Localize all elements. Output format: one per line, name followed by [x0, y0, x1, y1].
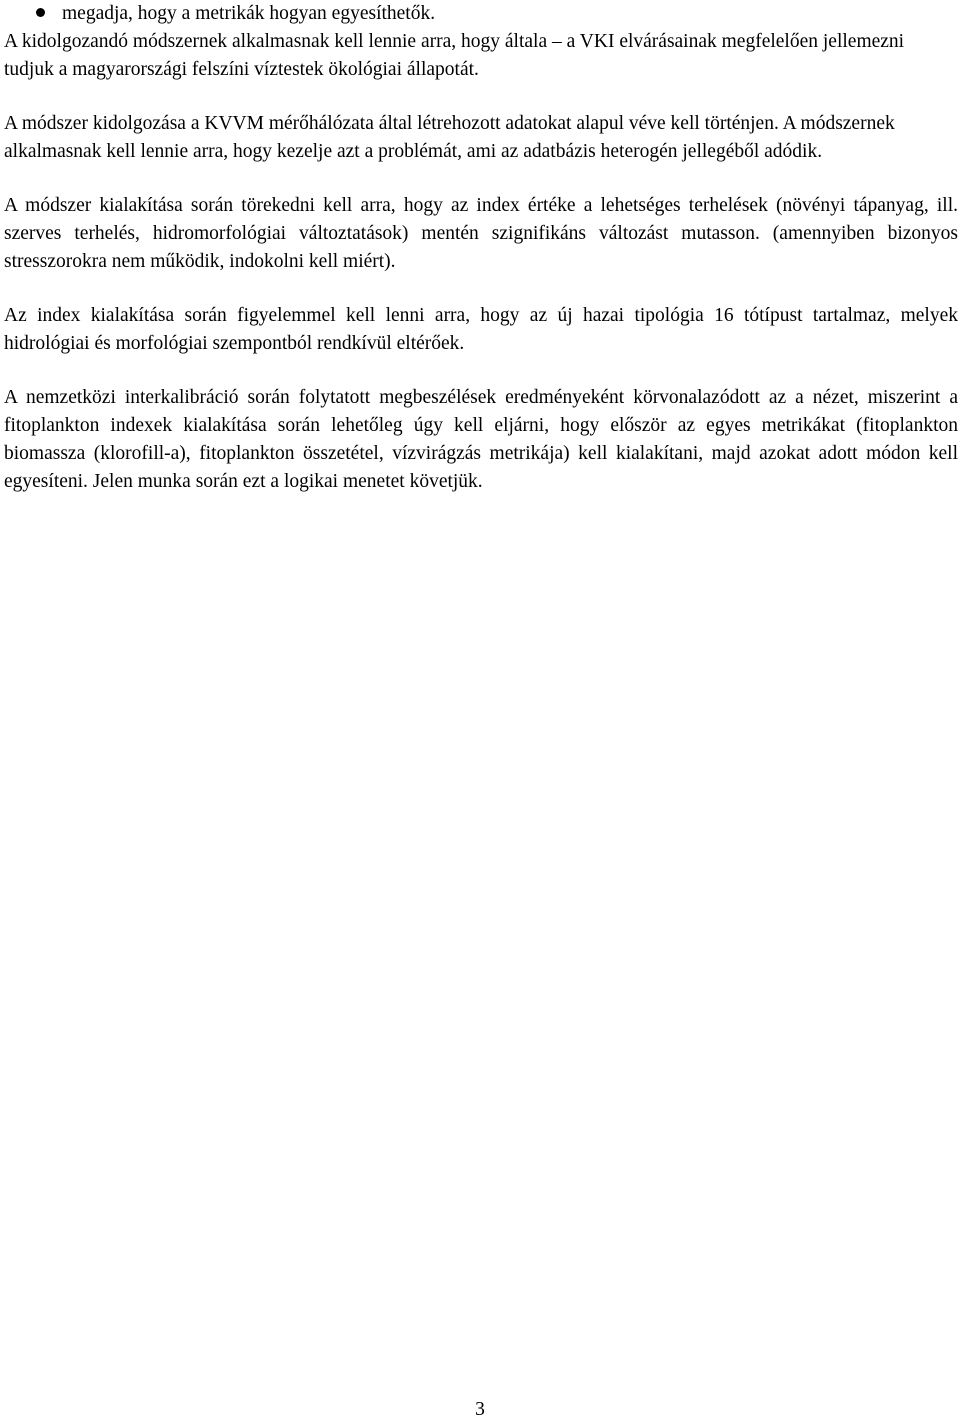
paragraph-spacer: [4, 358, 958, 384]
paragraph-spacer: [4, 84, 958, 110]
bullet-list-item: [4, 0, 958, 28]
paragraph-index-value: A módszer kialakítása során törekedni kell arra, hogy az index értéke a lehetséges terhelések (növényi tápanyag, ill. szerves terhelés, hidromorfológiai változtatások) mentén szignifikáns változást mutasson. (amennyiben bizonyos stresszorokra nem működik, indokolni kell miért).: [4, 195, 958, 272]
bullet-text: megadja, hogy a metrikák hogyan egyesíthetők.: [62, 3, 436, 24]
paragraph-vki: A kidolgozandó módszernek alkalmasnak kell lennie arra, hogy általa – a VKI elvárásainak megfelelően jellemezni tudjuk a magyarországi felszíni víztestek ökológiai állapotát.: [4, 31, 905, 80]
paragraph-typology: Az index kialakítása során figyelemmel kell lenni arra, hogy az új hazai tipológia 16 tótípust tartalmaz, melyek hidrológiai és morfológiai szempontból rendkívül eltérőek.: [4, 305, 958, 354]
paragraph-spacer: [4, 276, 958, 302]
bullet-icon: [36, 8, 45, 17]
page-number: 3: [475, 1399, 485, 1420]
paragraph-kvvm: A módszer kidolgozása a KVVM mérőhálózata által létrehozott adatokat alapul véve kell történjen. A módszernek alkalmasnak kell lennie arra, hogy kezelje azt a problémát, ami az adatbázis heterogén jellegéből adódik.: [4, 113, 895, 162]
paragraph-intercalibration: A nemzetközi interkalibráció során folytatott megbeszélések eredményeként körvonalazódott az a nézet, miszerint a fitoplankton indexek kialakítása során lehetőleg úgy kell eljárni, hogy először az egyes metrikákat (fitoplankton biomassza (klorofill-a), fitoplankton összetétel, vízvirágzás metrikája) kell kialakítani, majd azokat adott módon kell egyesíteni. Jelen munka során ezt a logikai menetet követjük.: [4, 387, 958, 492]
paragraph-spacer: [4, 166, 958, 192]
document-page: [4, 0, 958, 496]
